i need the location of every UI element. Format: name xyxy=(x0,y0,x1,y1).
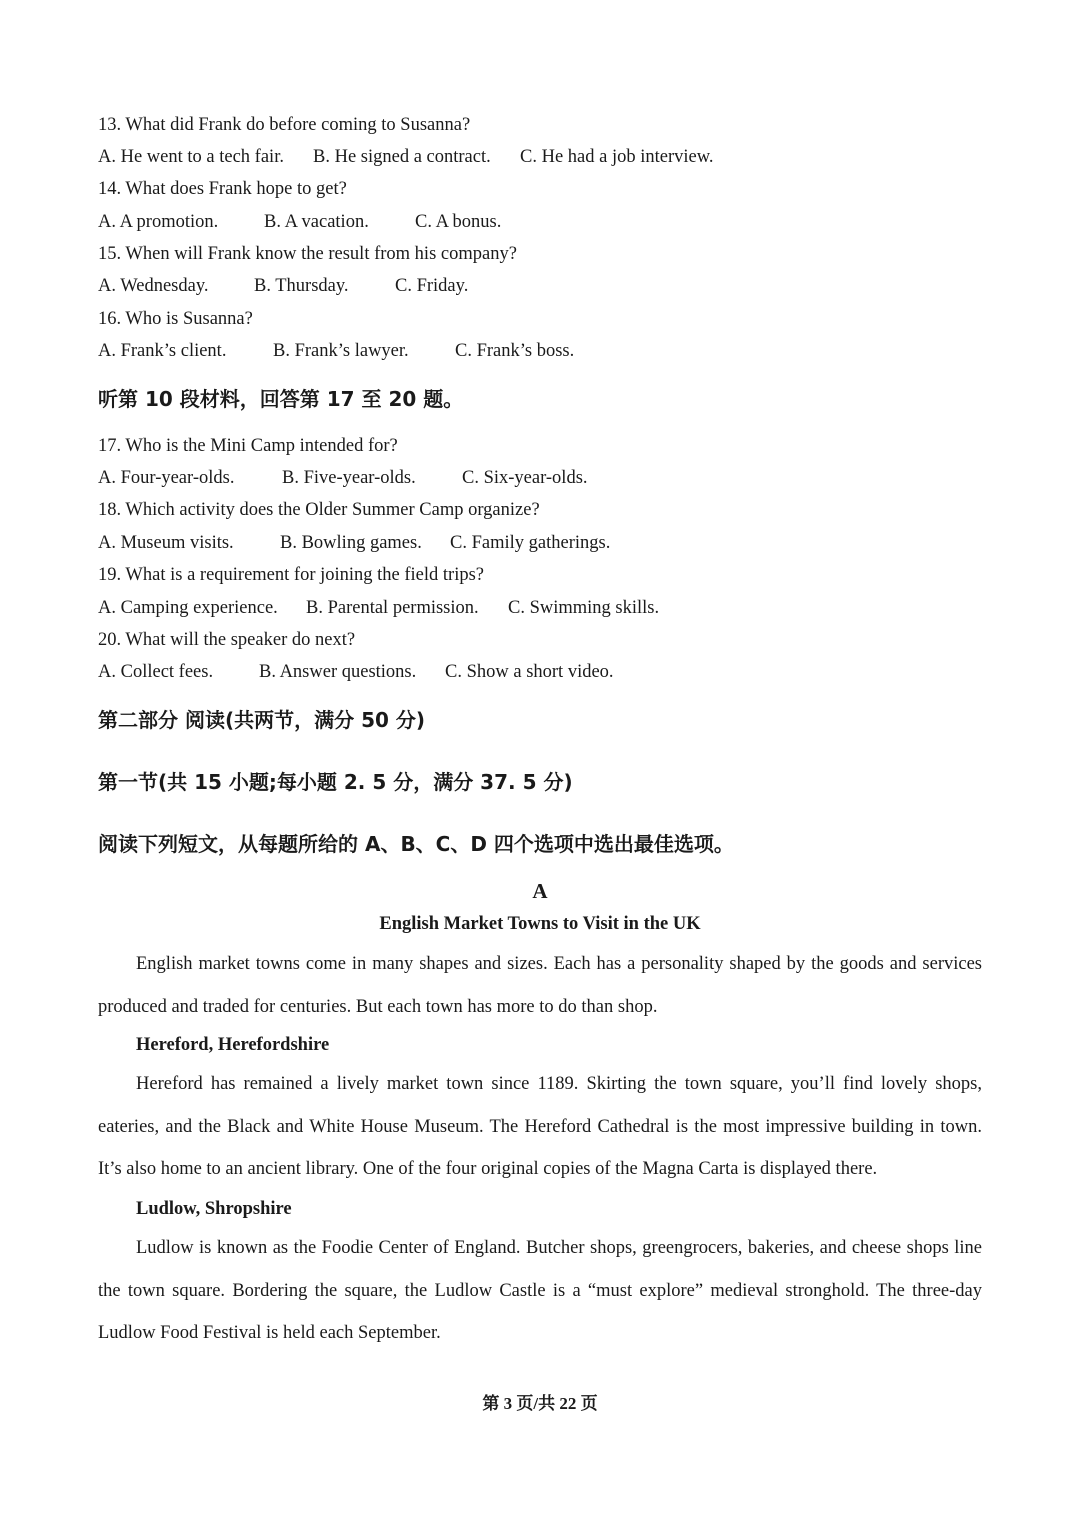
option-b: B. A vacation. xyxy=(264,212,369,232)
ludlow-paragraph: Ludlow is known as the Foodie Center of England. Butcher shops, greengrocers, bakeries, and cheese shops line the town square. Bordering the square, the Ludlow Castle is a “must explore” medieval stronghold. The three-day Ludlow Food Festival is held each September. xyxy=(98,1238,982,1343)
option-b: B. Parental permission. xyxy=(306,598,479,618)
option-b: B. Frank’s lawyer. xyxy=(273,341,409,361)
question-13: 13. What did Frank do before coming to Susanna? xyxy=(98,115,471,135)
hereford-subtitle: Hereford, Herefordshire xyxy=(136,1035,330,1055)
option-b: B. Answer questions. xyxy=(259,662,417,682)
section-one-heading: 第一节(共 15 小题;每小题 2. 5 分，满分 37. 5 分) xyxy=(98,770,573,794)
ludlow-subtitle: Ludlow, Shropshire xyxy=(136,1199,292,1219)
option-c: C. Frank’s boss. xyxy=(455,341,575,361)
question-14: 14. What does Frank hope to get? xyxy=(98,179,347,199)
question-20-options xyxy=(98,660,614,684)
option-c: C. Six-year-olds. xyxy=(462,468,588,488)
passage-letter: A xyxy=(532,879,548,903)
option-b: B. He signed a contract. xyxy=(313,147,491,167)
section-10-heading: 听第 10 段材料，回答第 17 至 20 题。 xyxy=(98,387,464,411)
option-a: A. Museum visits. xyxy=(98,533,234,553)
option-c: C. Show a short video. xyxy=(445,662,614,682)
option-b: B. Thursday. xyxy=(254,276,349,296)
option-a: A. Camping experience. xyxy=(98,598,278,618)
part-two-heading: 第二部分 阅读(共两节，满分 50 分) xyxy=(98,708,426,732)
hereford-paragraph: Hereford has remained a lively market town since 1189. Skirting the town square, you’ll find lovely shops, eateries, and the Black and White House Museum. The Hereford Cathedral is the most impressive building in town. It’s also home to an ancient library. One of the four original copies of the Magna Carta is displayed there. xyxy=(98,1074,982,1179)
question-18: 18. Which activity does the Older Summer Camp organize? xyxy=(98,500,540,520)
question-13-options xyxy=(98,145,714,169)
passage-intro: English market towns come in many shapes and sizes. Each has a personality shaped by the goods and services produced and traded for centuries. But each town has more to do than shop. xyxy=(98,954,982,1017)
question-19: 19. What is a requirement for joining the field trips? xyxy=(98,565,484,585)
question-16-options xyxy=(98,339,574,363)
question-18-options xyxy=(98,531,610,555)
question-17: 17. Who is the Mini Camp intended for? xyxy=(98,436,398,456)
option-c: C. A bonus. xyxy=(415,212,502,232)
option-a: A. Collect fees. xyxy=(98,662,214,682)
option-a: A. Frank’s client. xyxy=(98,341,227,361)
option-b: B. Bowling games. xyxy=(280,533,422,553)
option-a: A. He went to a tech fair. xyxy=(98,147,284,167)
question-19-options xyxy=(98,596,659,620)
option-c: C. He had a job interview. xyxy=(520,147,714,167)
option-c: C. Family gatherings. xyxy=(450,533,611,553)
question-15-options xyxy=(98,274,468,298)
reading-instruction: 阅读下列短文，从每题所给的 A、B、C、D 四个选项中选出最佳选项。 xyxy=(98,832,734,856)
question-17-options xyxy=(98,466,588,490)
question-16: 16. Who is Susanna? xyxy=(98,309,253,329)
passage-title: English Market Towns to Visit in the UK xyxy=(379,914,701,934)
option-b: B. Five-year-olds. xyxy=(282,468,416,488)
option-a: A. A promotion. xyxy=(98,212,219,232)
option-c: C. Swimming skills. xyxy=(508,598,660,618)
page-number: 第 3 页/共 22 页 xyxy=(482,1394,598,1413)
question-15: 15. When will Frank know the result from his company? xyxy=(98,244,517,264)
option-a: A. Four-year-olds. xyxy=(98,468,235,488)
option-a: A. Wednesday. xyxy=(98,276,209,296)
question-20: 20. What will the speaker do next? xyxy=(98,630,356,650)
option-c: C. Friday. xyxy=(395,276,469,296)
question-14-options xyxy=(98,210,501,234)
